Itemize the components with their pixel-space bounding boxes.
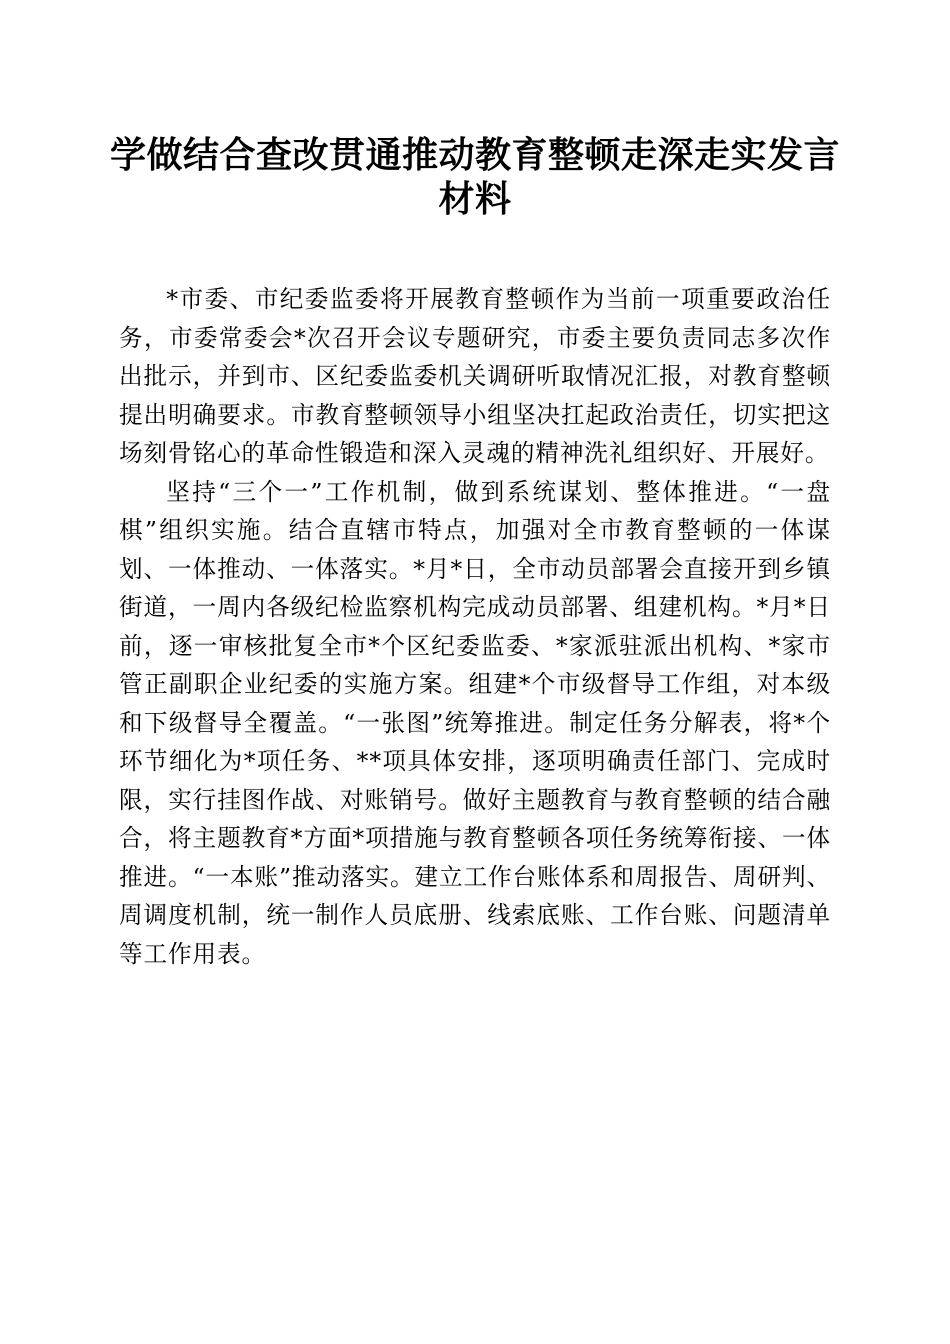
document-title: 学做结合查改贯通推动教育整顿走深走实发言材料 [110,134,841,220]
paragraph-2: 坚持“三个一”工作机制，做到系统谋划、整体推进。“一盘棋”组织实施。结合直辖市特点，加强对全市教育整顿的一体谋划、一体推动、一体落实。*月*日，全市动员部署会直接开到乡镇街道，一周内各级纪检监察机构完成动员部署、组建机构。*月*日前，逐一审核批复全市*个区纪委监委、*家派驻派出机构、*家市管正副职企业纪委的实施方案。组建*个市级督导工作组，对本级和下级督导全覆盖。“一张图”统筹推进。制定任务分解表，将*个环节细化为*项任务、**项具体安排，逐项明确责任部门、完成时限，实行挂图作战、对账销号。做好主题教育与教育整顿的结合融合，将主题教育*方面*项措施与教育整顿各项任务统筹衔接、一体推进。“一本账”推动落实。建立工作台账体系和周报告、周研判、周调度机制，统一制作人员底册、线索底账、工作台账、问题清单等工作用表。 [119,477,831,968]
paragraph-1: *市委、市纪委监委将开展教育整顿作为当前一项重要政治任务，市委常委会*次召开会议专题研究，市委主要负责同志多次作出批示，并到市、区纪委监委机关调研听取情况汇报，对教育整顿提出明确要求。市教育整顿领导小组坚决扛起政治责任，切实把这场刻骨铭心的革命性锻造和深入灵魂的精神洗礼组织好、开展好。 [119,285,831,467]
document-body [119,280,831,973]
